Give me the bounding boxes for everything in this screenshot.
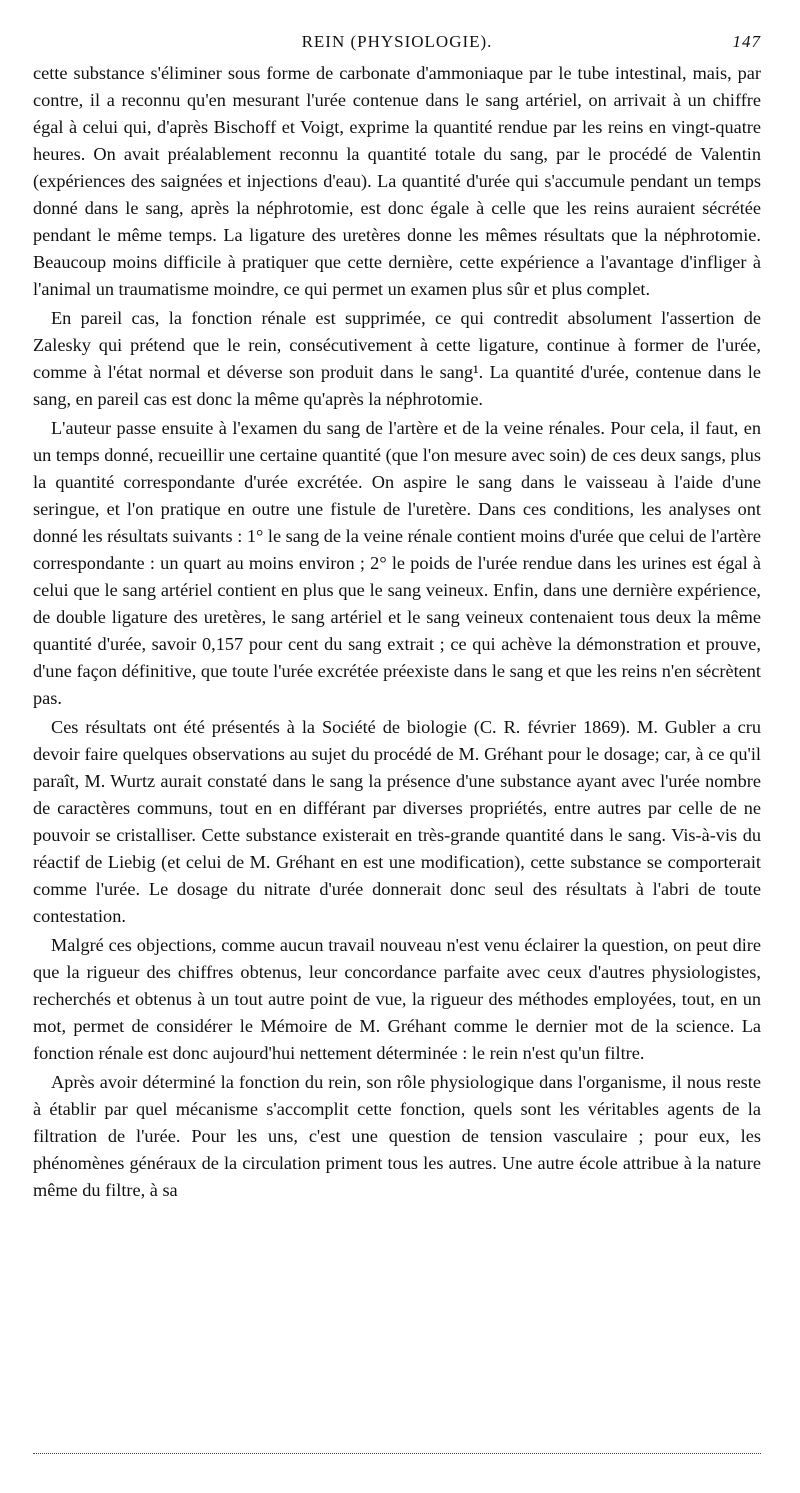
page-header (33, 28, 761, 60)
paragraph-2: En pareil cas, la fonction rénale est supprimée, ce qui contredit absolument l'assertion de Zalesky qui prétend que le rein, consécutivement à cette ligature, continue à former de l'urée, comme à l'état normal et déverse son produit dans le sang¹. La quantité d'urée, contenue dans le sang, en pareil cas est donc la même qu'après la néphrotomie. (33, 308, 761, 409)
footnote-separator (33, 1453, 761, 1454)
running-title: REIN (PHYSIOLOGIE). (301, 32, 493, 51)
paragraph-6: Après avoir déterminé la fonction du rein, son rôle physiologique dans l'organisme, il nous reste à établir par quel mécanisme s'accomplit cette fonction, quels sont les véritables agents de la filtration de l'urée. Pour les uns, c'est une question de tension vasculaire ; pour eux, les phénomènes généraux de la circulation priment tous les autres. Une autre école attribue à la nature même du filtre, à sa (33, 1072, 761, 1200)
paragraph-5: Malgré ces objections, comme aucun travail nouveau n'est venu éclairer la question, on peut dire que la rigueur des chiffres obtenus, leur concordance parfaite avec ceux d'autres physiologistes, recherchés et obtenus à un tout autre point de vue, la rigueur des méthodes employées, tout, en un mot, permet de considérer le Mémoire de M. Gréhant comme le dernier mot de la science. La fonction rénale est donc aujourd'hui nettement déterminée : le rein n'est qu'un filtre. (33, 935, 761, 1063)
page-number: 147 (732, 32, 761, 51)
book-page (33, 28, 761, 1204)
paragraph-3: L'auteur passe ensuite à l'examen du sang de l'artère et de la veine rénales. Pour cela, il faut, en un temps donné, recueillir une certaine quantité (que l'on mesure avec soin) de ces deux sangs, plus la quantité correspondante d'urée excrétée. On aspire le sang dans le vaisseau à l'aide d'une seringue, et l'on pratique en outre une fistule de l'uretère. Dans ces conditions, les analyses ont donné les résultats suivants : 1° le sang de la veine rénale contient moins d'urée que celui de l'artère correspondante : un quart au moins environ ; 2° le poids de l'urée rendue dans les urines est égal à celui que le sang artériel contient en plus que le sang veineux. Enfin, dans une dernière expérience, de double ligature des uretères, le sang artériel et le sang veineux contenaient tous deux la même quantité d'urée, savoir 0,157 pour cent du sang extrait ; ce qui achève la démonstration et prouve, d'une façon définitive, que toute l'urée excrétée préexiste dans le sang et que les reins n'en sécrètent pas. (33, 418, 761, 708)
paragraph-1: cette substance s'éliminer sous forme de carbonate d'ammoniaque par le tube intestinal, mais, par contre, il a reconnu qu'en mesurant l'urée contenue dans le sang artériel, on arrivait à un chiffre égal à celui qui, d'après Bischoff et Voigt, exprime la quantité rendue par les reins en vingt-quatre heures. On avait préalablement reconnu la quantité totale du sang, par le procédé de Valentin (expériences des saignées et injections d'eau). La quantité d'urée qui s'accumule pendant un temps donné dans le sang, après la néphrotomie, est donc égale à celle que les reins auraient sécrétée pendant le même temps. La ligature des uretères donne les mêmes résultats que la néphrotomie. Beaucoup moins difficile à pratiquer que cette dernière, cette expérience a l'avantage d'infliger à l'animal un traumatisme moindre, ce qui permet un examen plus sûr et plus complet. (33, 63, 761, 299)
paragraph-4: Ces résultats ont été présentés à la Société de biologie (C. R. février 1869). M. Gubler a cru devoir faire quelques observations au sujet du procédé de M. Gréhant pour le dosage; car, à ce qu'il paraît, M. Wurtz aurait constaté dans le sang la présence d'une substance ayant avec l'urée nombre de caractères communs, tout en en différant par diverses propriétés, entre autres par celle de ne pouvoir se cristalliser. Cette substance existerait en très-grande quantité dans le sang. Vis-à-vis du réactif de Liebig (et celui de M. Gréhant en est une modification), cette substance se comporterait comme l'urée. Le dosage du nitrate d'urée donnerait donc seul des résultats à l'abri de toute contestation. (33, 717, 761, 926)
body-text (33, 60, 761, 1204)
